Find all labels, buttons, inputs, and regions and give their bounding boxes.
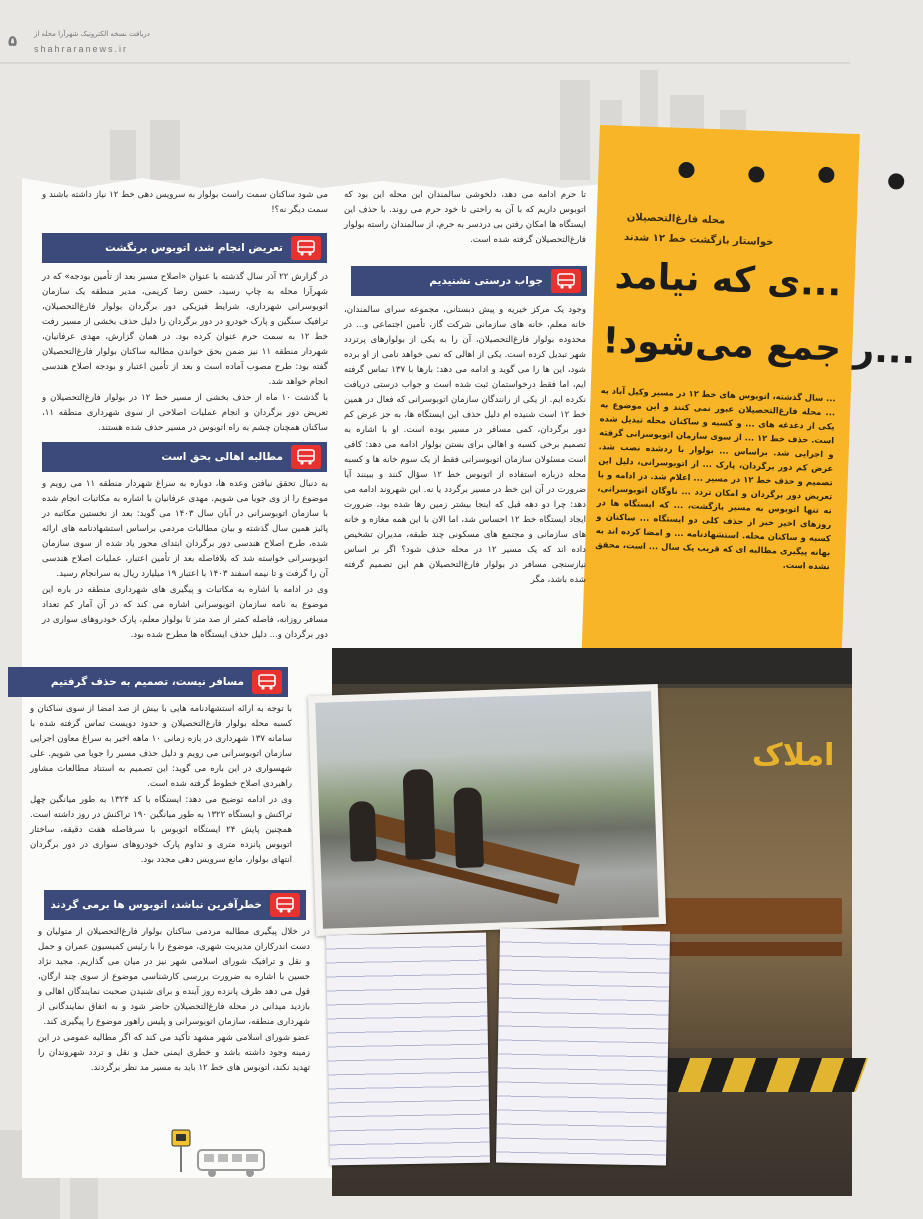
petition-sheets bbox=[318, 924, 678, 1174]
page-number: ۵ bbox=[8, 32, 18, 50]
header-small-text: دریافت نسخه الکترونیک شهرآرا محله از bbox=[34, 30, 150, 38]
bus-icon bbox=[270, 893, 300, 917]
right-text-3a: با توجه به ارائه استشهادنامه هایی با بیش از صد امضا از سوی ساکنان و کسبه محله بولوار فارغ‌التحصیلان و حدود دویست تماس گرفته شده با سامانه ۱۳۷ شهرداری در بازه زمانی ۱۰ ماهه اخیر به سراغ معاون اجرایی سازمان اتوبوسرانی می رویم و دلیل حذف مسیر را جویا می شویم. علی شهسواری در این باره می گوید: این تصمیم به استناد مطالعات مشاور راهبردی اصلاح خطوط گرفته شده است. bbox=[30, 704, 292, 789]
bus-icon bbox=[252, 670, 282, 694]
middle-column-body bbox=[344, 303, 586, 589]
subheading-no-answer bbox=[351, 266, 587, 296]
middle-column-top bbox=[344, 188, 586, 249]
right-text-1b: با گذشت ۱۰ ماه از حذف بخشی از مسیر خط ۱۲ در بولوار فارغ‌التحصیلان و تعریض دور برگردان و انجام عملیات اصلاحی از سوی شهرداری منطقه ۱۱، ساکنان همچنان چشم به راه اتوبوس در مسیر حذف شده هستند. bbox=[42, 393, 328, 433]
right-text-1a: در گزارش ۲۲ آذر سال گذشته با عنوان «اصلاح مسیر بعد از تأمین بودجه» که در شهرآرا محله به چاپ رسید، حسن رضا کریمی، مدیر منطقه یک سازمان اتوبوسرانی شهرداری، شرایط فیزیکی دور برگردان بولوار فارغ‌التحصیلان، ترافیک سنگین و پارک خودرو در دور برگردان را دلیل حذف بخشی از مسیر رفت خط ۱۲ به سمت حرم عنوان کرده بود. در همان گزارش، مهدی عرفانیان، شهردار منطقه ۱۱ نیز ضمن بحق خواندن مطالبه ساکنان بولوار فارغ‌التحصیلان گفته بود: طرح مصوب آماده است و بعد از تأمین اعتبار و بودجه اصلاح هندسی انجام خواهد شد. bbox=[42, 272, 329, 387]
middle-top-text: تا حرم ادامه می دهد، دلخوشی سالمندان این محله این بود که اتوبوس داریم که با آن به راحتی تا خود حرم می روند. با حذف این ایستگاه ها امکان رفتن بی دردسر به حرم، از سالمندان راسته بولوار فارغ‌التحصیلان گرفته شده است. bbox=[344, 190, 586, 245]
subheading-widening-done bbox=[42, 233, 327, 263]
header-site-link[interactable]: shahraranews.ir bbox=[34, 44, 129, 54]
lead-title-2: ...ر جمع می‌شود! bbox=[601, 320, 917, 373]
bus-icon bbox=[291, 445, 321, 469]
shop-sign-text: املاک bbox=[752, 738, 835, 773]
person-figure bbox=[349, 801, 377, 862]
header-divider bbox=[0, 62, 850, 64]
bus-illustration-icon bbox=[196, 1148, 266, 1182]
subheading-demand-rightful bbox=[42, 442, 327, 472]
right-column-top bbox=[42, 188, 328, 219]
person-figure bbox=[403, 769, 436, 860]
lead-title-1: ...ی که نیامد bbox=[614, 255, 842, 305]
inset-photo-bus-stop bbox=[315, 691, 659, 929]
bus-icon bbox=[551, 269, 581, 293]
bus-icon bbox=[291, 236, 321, 260]
right-text-3b: وی در ادامه توضیح می دهد: ایستگاه با کد ۱۳۲۴ به طور میانگین چهل تراکنش و ایستگاه ۱۳۲۲ به طور میانگین ۱۹۰ تراکنش در روز داشته است. همچنین پایش ۲۴ ایستگاه اتوبوس با سرفاصله هفت دقیقه، ساختار اتوبوس پانزده متری و تداوم پارک خودروهای سواری در دور برگردان انتهای بولوار، مانع سرویس دهی مجدد بود. bbox=[30, 795, 293, 865]
right-text-2a: به دنبال تحقق نیافتن وعده ها، دوباره به سراغ شهردار منطقه ۱۱ می رویم و موضوع را از وی جویا می شویم. مهدی عرفانیان با اشاره به مکاتبات انجام شده با سازمان اتوبوسرانی در آبان سال ۱۴۰۳ می گوید: بعد از نخستین مکاتبه در پائیز همین سال گذشته و بیان مطالبات مردمی براساس استشهادنامه های ارائه شده، طرح اصلاح هندسی دور برگردان ابتدای محور یاد شده از سوی سازمان اتوبوسرانی خواسته شد که بلافاصله بعد از تأمین اعتبار، عملیات اصلاح هندسی آن را گرفت و تا نیمه اسفند ۱۴۰۳ با اعتبار ۱۹ میلیارد ریال به سرانجام رسید. bbox=[42, 479, 328, 579]
right-text-4a: در خلال پیگیری مطالبه مردمی ساکنان بولوار فارغ‌التحصیلان از متولیان و دست اندرکاران مدیریت شهری، موضوع را با رئیس کمیسیون عمران و حمل و نقل و ترافیک شورای اسلامی شهر نیز در میان می گذاریم. مجید نژاد حسین با اشاره به ضرورت بررسی کارشناسی موضوع از سوی چند ارگان، قول می دهد ظرف پانزده روز آینده و برای شنیدن صحبت نمایندگان اهالی و بازدید میدانی در محله فارغ‌التحصیلان حاضر شود و به اتفاق نمایندگانی از شهرداری منطقه، سازمان اتوبوسرانی و پلیس راهور موضوع را پیگیری کند. bbox=[38, 927, 310, 1027]
right-section-1 bbox=[42, 270, 328, 437]
subheading-no-danger bbox=[44, 890, 306, 920]
lead-paragraph: ... سال گذشته، اتوبوس های خط ۱۲ در مسیر وکیل آباد به ... محله فارغ‌التحصیلان عبور نمی کنند و این موضوع به یکی از دغدغه های ... و کسبه و ساکنان محله تبدیل شده است. حذف خط ۱۲ ... از سوی سازمان اتوبوسرانی گرفته و اجرایی شد. براساس ... بولوار با ردشده نصب شد. عرض کم دور برگردان، پارک ... از اتوبوسرانی، دلیل این تصمیم و حذف خط ۱۲ در مسیر ... اعلام شد. در ادامه و با تعریض دور برگردان و امکان تردد ... ناوگان اتوبوسرانی، نه تنها اتوبوس به مسیر بازگشت، ... که ایستگاه ها در روزهای اخیر خبر از حذف کلی دو ایستگاه ... ساکنان و کسبه و ساکنان محله. استشهادنامه ... و امضا کرده اند به بهانه پیگیری مطالبه ای که قریب یک سال ... است، محقق نشده است. bbox=[595, 385, 836, 572]
lead-kicker-2: خواستار بازگشت خط ۱۲ شدند bbox=[623, 231, 774, 249]
subheading-text: تعریض انجام شد، اتوبوس برنگشت bbox=[105, 242, 283, 254]
lead-box bbox=[582, 125, 917, 664]
right-section-3 bbox=[30, 702, 292, 869]
subheading-text: جواب درستی نشنیدیم bbox=[429, 275, 543, 287]
bus-stop-sign-icon bbox=[170, 1128, 192, 1178]
petition-sheet bbox=[496, 929, 670, 1166]
curb bbox=[656, 1058, 868, 1092]
right-top-text: می شود ساکنان سمت راست بولوار به سرویس دهی خط ۱۲ نیاز داشته باشند و سمت دیگر نه؟! bbox=[42, 190, 328, 215]
petition-sheet bbox=[326, 933, 490, 1166]
inset-photo-frame bbox=[308, 684, 666, 936]
subheading-text: مسافر نیست، تصمیم به حذف گرفتیم bbox=[50, 676, 244, 688]
lead-kicker-1: محله فارغ‌التحصیلان bbox=[626, 211, 726, 227]
right-text-4b: عضو شورای اسلامی شهر مشهد تأکید می کند که اگر مطالبه عمومی در این زمینه وجود داشته باشد و خطری ایمنی حمل و نقل و تردد شهروندان را تهدید نکند، اتوبوس های خط ۱۲ باید به مسیر مد نظر برگردند. bbox=[38, 1033, 310, 1073]
middle-body-text: وجود یک مرکز خیریه و پیش دبستانی، مجموعه سرای سالمندان، خانه معلم، خانه های سازمانی شرکت گاز، تأمین اجتماعی و... در محدوده بولوار فارغ‌التحصیلان، آن را به یکی از بولوارهای پرتردد شهر تبدیل کرده است. یکی از اهالی که نمی خواهد نامی از او برده شود، این ها را می گوید و ادامه می دهد: بارها با ۱۳۷ تماس گرفته ایم، اما فقط درخواستمان ثبت شده است و جواب درستی دریافت نکرده ایم. از یکی از رانندگان سازمان اتوبوسرانی که فعال در همین خط ۱۲ است شنیده ام دلیل حذف این ایستگاه ها، به جز عرض کم دور برگردان، کمی مسافر در مسیر بوده است. او با اشاره به تصمیم برخی کسبه و اهالی برای بستن بولوار ادامه می دهد: کافی است مسئولان سازمان اتوبوسرانی فقط از یک سوم خانه ها و کسبه محله درباره استفاده از اتوبوس خط ۱۲ سؤال کنند و ببینند آیا ضرورت در آن این خط در مسیر برگردد یا نه. این شهروند ادامه می دهد: چرا دو دهه قبل که اینجا بیشتر زمین رها شده بود، ضرورت ایجاد ایستگاه خط ۱۲ احساس شد، اما الان با این همه مغازه و خانه های سازمانی و مجتمع های مسکونی چند طبقه، مدیران تشخیص داده اند که یک مسیر ۱۲ در محله حذف شود؟ اگر بر اساس نیازسنجی مسافر در بولوار فارغ‌التحصیلان هم این تصمیم گرفته شده باشد، مگر bbox=[344, 305, 587, 585]
person-figure bbox=[453, 787, 484, 868]
right-text-2b: وی در ادامه با اشاره به مکاتبات و پیگیری های شهرداری منطقه در باره این موضوع به نامه سازمان اتوبوسرانی اشاره می کند که در آن آمار کم تعداد مسافر روزانه، فاصله کمتر از صد متر تا بولوار معلم، پارک خودروهای سواری در دور برگردان و... دلیل حذف ایستگاه ها مطرح شده بود. bbox=[42, 585, 328, 640]
right-section-4 bbox=[38, 925, 310, 1077]
subheading-text: مطالبه اهالی بحق است bbox=[161, 451, 283, 463]
right-section-2 bbox=[42, 477, 328, 644]
subheading-text: خطرآفرین نباشد، اتوبوس ها برمی گردند bbox=[50, 899, 262, 911]
subheading-no-passengers bbox=[8, 667, 288, 697]
